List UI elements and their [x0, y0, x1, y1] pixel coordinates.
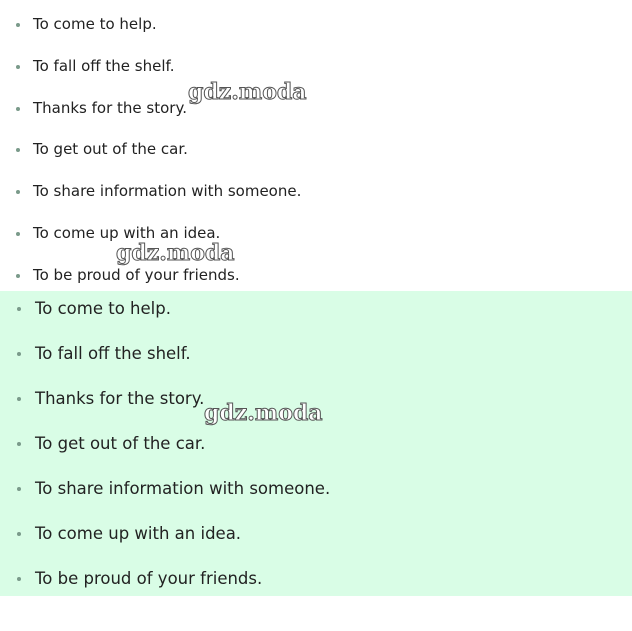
list-item-text: To come to help.	[35, 299, 171, 318]
list-item-text: Thanks for the story.	[33, 98, 187, 117]
bullet-dot-icon	[17, 352, 21, 356]
answer-list-plain	[0, 0, 632, 291]
list-item	[0, 291, 632, 336]
list-item-text: To come up with an idea.	[33, 223, 221, 242]
bullet-dot-icon	[16, 232, 20, 236]
bullet-dot-icon	[17, 577, 21, 581]
bullet-dot-icon	[16, 190, 20, 194]
bullet-dot-icon	[16, 65, 20, 69]
watermark: gdz.moda	[204, 400, 323, 426]
list-item-text: To be proud of your friends.	[35, 569, 263, 588]
bullet-dot-icon	[17, 397, 21, 401]
list-item-text: Thanks for the story.	[35, 389, 205, 408]
bullet-dot-icon	[17, 442, 21, 446]
list-item	[0, 426, 632, 471]
list-item	[0, 561, 632, 606]
watermark: gdz.moda	[188, 79, 307, 105]
bullet-dot-icon	[16, 274, 20, 278]
list-item	[0, 125, 632, 167]
list-item-text: To get out of the car.	[35, 434, 206, 453]
bullet-list	[0, 0, 632, 293]
list-item	[0, 471, 632, 516]
list-item-text: To get out of the car.	[33, 140, 188, 159]
list-item-text: To come up with an idea.	[35, 524, 242, 543]
list-item	[0, 84, 632, 126]
list-item	[0, 0, 632, 42]
list-item	[0, 167, 632, 209]
list-item	[0, 42, 632, 84]
list-item-text: To fall off the shelf.	[35, 344, 191, 363]
list-item	[0, 516, 632, 561]
answer-list-highlighted	[0, 291, 632, 596]
bullet-list	[0, 291, 632, 606]
bullet-dot-icon	[17, 532, 21, 536]
bullet-dot-icon	[16, 148, 20, 152]
list-item	[0, 209, 632, 251]
list-item	[0, 381, 632, 426]
list-item-text: To come to help.	[33, 15, 157, 33]
list-item-text: To share information with someone.	[33, 182, 302, 201]
list-item-text: To fall off the shelf.	[33, 56, 175, 75]
bullet-dot-icon	[17, 487, 21, 491]
watermark: gdz.moda	[116, 240, 235, 266]
bullet-dot-icon	[16, 107, 20, 111]
list-item-text: To share information with someone.	[35, 479, 331, 498]
bullet-dot-icon	[17, 307, 21, 311]
list-item-text: To be proud of your friends.	[33, 265, 240, 284]
list-item	[0, 251, 632, 293]
bullet-dot-icon	[16, 23, 20, 27]
list-item	[0, 336, 632, 381]
